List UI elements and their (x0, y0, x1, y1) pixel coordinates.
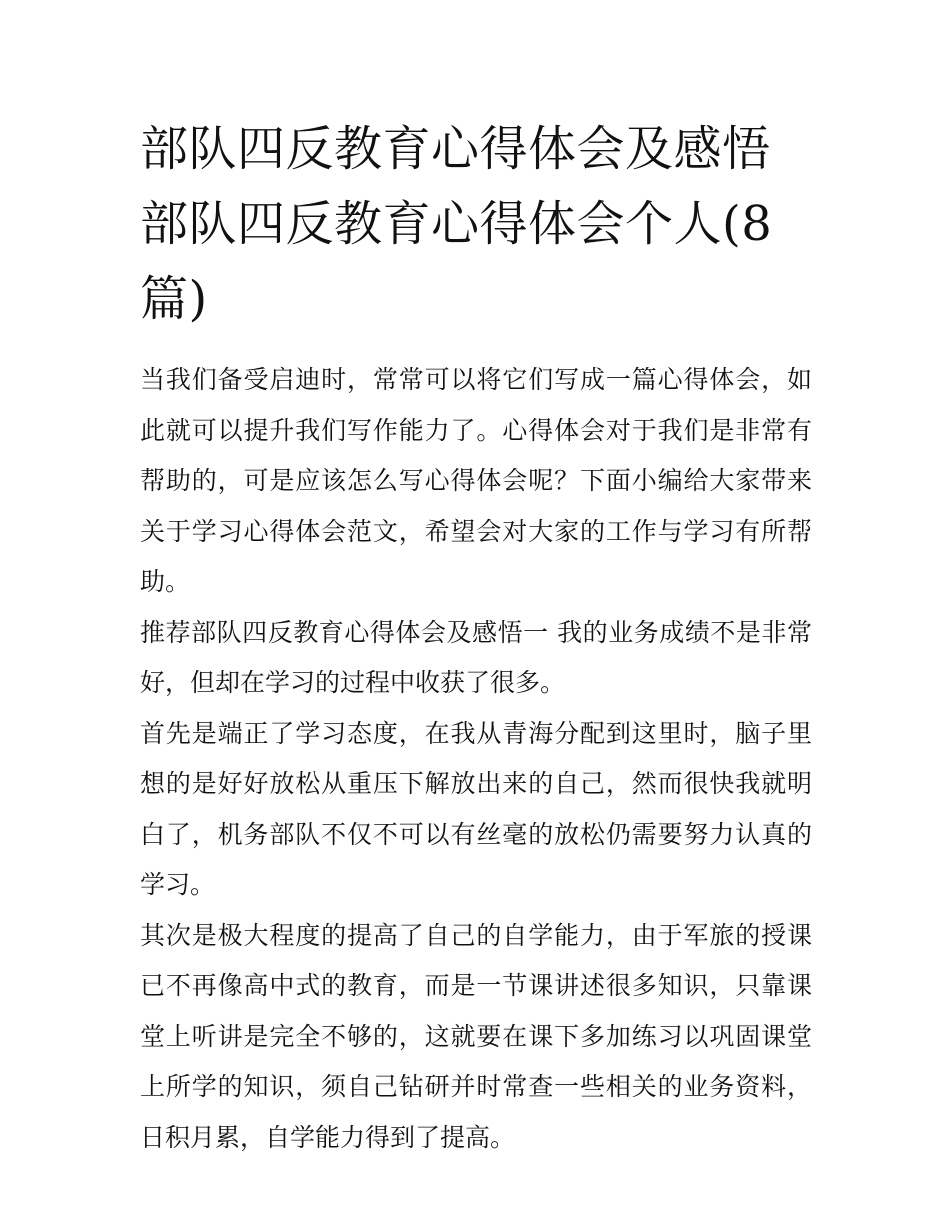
paragraph-attitude: 首先是端正了学习态度，在我从青海分配到这里时，脑子里想的是好好放松从重压下解放出来的自己，然而很快我就明白了，机务部队不仅不可以有丝毫的放松仍需要努力认真的学习。 (140, 718, 812, 899)
document-body (140, 355, 812, 1163)
paragraph-self-study: 其次是极大程度的提高了自己的自学能力，由于军旅的授课已不再像高中式的教育，而是一节课讲述很多知识，只靠课堂上听讲是完全不够的，这就要在课下多加练习以巩固课堂上所学的知识，须自己钻研并时常查一些相关的业务资料，日积月累，自学能力得到了提高。 (140, 920, 812, 1152)
paragraph-intro: 当我们备受启迪时，常常可以将它们写成一篇心得体会，如此就可以提升我们写作能力了。心得体会对于我们是非常有帮助的，可是应该怎么写心得体会呢？下面小编给大家带来关于学习心得体会范文，希望会对大家的工作与学习有所帮助。 (140, 365, 812, 596)
document-page (140, 112, 812, 1163)
paragraph-recommendation: 推荐部队四反教育心得体会及感悟一 我的业务成绩不是非常好，但却在学习的过程中收获了很多。 (140, 617, 812, 697)
document-title: 部队四反教育心得体会及感悟部队四反教育心得体会个人(8篇) (140, 121, 773, 327)
